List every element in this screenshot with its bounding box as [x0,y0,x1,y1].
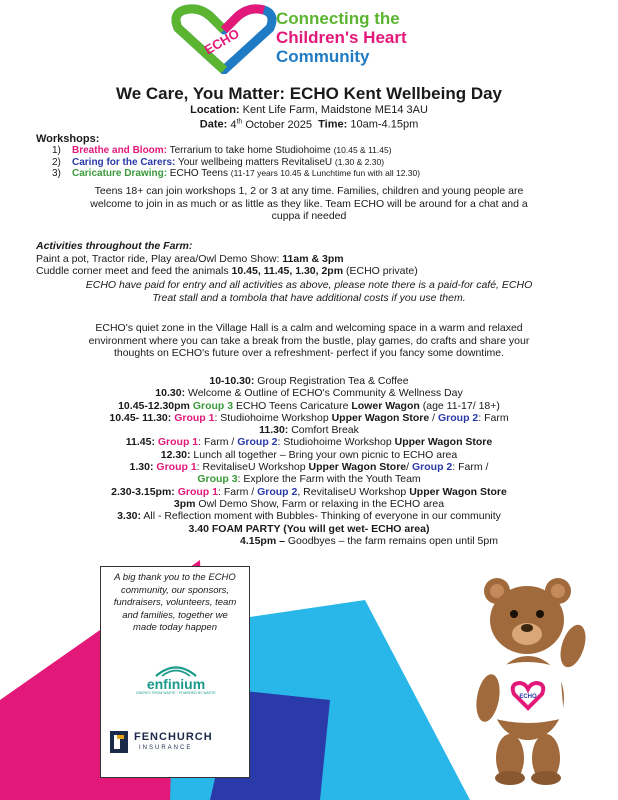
schedule-row: Group 3: Explore the Farm with the Youth Team [197,473,421,486]
workshop-item: 1) Breathe and Bloom: Terrarium to take home Studiohoime (10.45 & 11.45) [52,145,392,156]
fenchurch-shield-icon [109,730,129,754]
date-line [0,118,618,131]
schedule-row: 11.45: Group 1: Farm / Group 2: Studiohoime Workshop Upper Wagon Store [125,436,493,449]
fenchurch-tagline: INSURANCE [139,745,193,751]
workshop-item: 2) Caring for the Carers: Your wellbeing matters RevitaliseU (1.30 & 2.30) [52,156,385,168]
fenchurch-logo [109,729,239,755]
svg-text:ECHO: ECHO [519,694,537,700]
schedule-row: 10.45-12.30pm Group 3 ECHO Teens Caricature Lower Wagon (age 11-17/ 18+) [118,399,500,412]
schedule-row: 10.30: Welcome & Outline of ECHO's Community & Wellness Day [155,387,463,400]
schedule-row: 3.30: All - Reflection moment with Bubbles- Thinking of everyone in our community [117,510,501,523]
heart-logo-icon [170,4,278,74]
fenchurch-name: FENCHURCH [134,731,213,743]
workshops-section [36,133,596,180]
schedule-row: 12.30: Lunch all together – Bring your own picnic to ECHO area [160,448,458,461]
enfinium-name: enfinium [146,676,206,692]
location-label: Location: [190,104,240,116]
location-line [0,104,618,116]
activities-section [36,240,606,278]
logo-line1: Connecting the [276,9,400,28]
schedule-row: 10.45- 11.30: Group 1: Studiohoime Workshop Upper Wagon Store / Group 2: Farm [109,411,509,424]
date-value: 4th October 2025 [230,118,313,131]
logo-line3: Community [276,47,370,66]
workshops-heading: Workshops: [36,133,100,145]
schedule-row: 10-10.30: Group Registration Tea & Coffee [209,375,409,387]
date-label: Date: [199,118,228,131]
workshops-note: Teens 18+ can join workshops 1, 2 or 3 at any time. Families, children and young people are welcome to join in as much or as little as they like. Team ECHO will be around for a chat and a cuppa if needed [90,185,528,222]
enfinium-tagline: ENERGY FROM WASTE · POWERED BY WASTE [136,691,216,695]
time-label: Time: [318,118,348,131]
activities-note: ECHO have paid for entry and all activities as above, please note there is a paid-for café, ECHO Treat stall and a tombola that have additional costs if you use them. [85,279,533,304]
schedule-row: 1.30: Group 1: RevitaliseU Workshop Upper Wagon Store/ Group 2: Farm / [129,461,489,474]
schedule [0,375,618,547]
schedule-row: 3pm Owl Demo Show, Farm or relaxing in the ECHO area [173,497,445,510]
quiet-zone-text: ECHO's quiet zone in the Village Hall is a calm and welcoming space in a warm and relaxed environment where you can take a break from the bustle, play games, do crafts and share your thoughts on ECHO's future over a refreshment- perfect if you fancy some downtime. [88,322,530,359]
location-value: Kent Life Farm, Maidstone ME14 3AU [242,104,428,116]
schedule-row: 11.30: Comfort Break [259,424,359,437]
enfinium-logo [126,663,226,696]
schedule-row: 2.30-3.15pm: Group 1: Farm / Group 2, RevitaliseU Workshop Upper Wagon Store [111,485,507,498]
thanks-box [100,566,250,778]
activities-line1: Paint a pot, Tractor ride, Play area/Owl Demo Show: 11am & 3pm [36,252,344,265]
schedule-row: 4.15pm – Goodbyes – the farm remains open until 5pm [240,534,498,547]
header-logo [170,4,450,76]
time-value: 10am-4.15pm [350,118,419,131]
activities-heading: Activities throughout the Farm: [36,240,193,252]
bear-mascot-illustration [470,568,600,788]
thanks-message: A big thank you to the ECHO community, our sponsors, fundraisers, volunteers, team and families, together we made today happen [113,572,237,633]
workshop-item: 3) Caricature Drawing: ECHO Teens (11-17 years 10.45 & Lunchtime fun with all 12.30) [52,168,421,179]
schedule-row: 3.40 FOAM PARTY (You will get wet- ECHO area) [188,522,430,535]
activities-line2: Cuddle corner meet and feed the animals 10.45, 11.45, 1.30, 2pm (ECHO private) [36,265,418,277]
logo-line2: Children's Heart [276,28,407,47]
svg-text:ECHO: ECHO [201,25,242,58]
enfinium-arc-icon [154,663,198,677]
page-title: We Care, You Matter: ECHO Kent Wellbeing Day [115,84,503,103]
